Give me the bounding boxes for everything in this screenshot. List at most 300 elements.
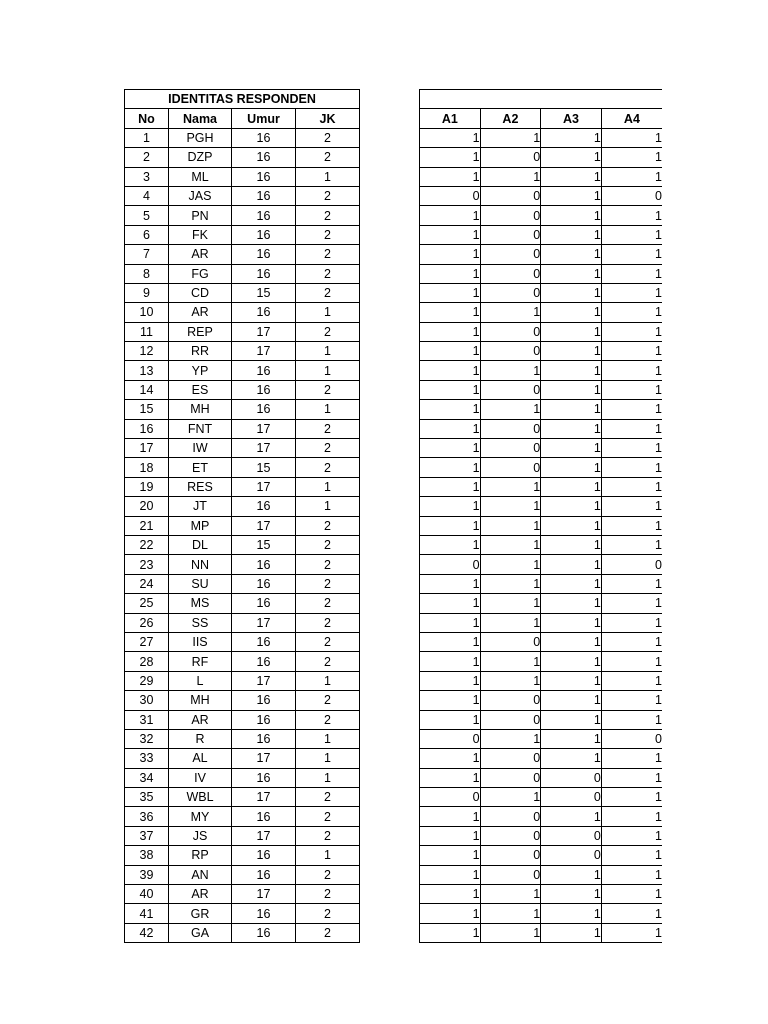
- cell-nama: IV: [169, 768, 232, 787]
- cell-a3: 1: [541, 691, 602, 710]
- cell-a3: 1: [541, 186, 602, 205]
- cell-umur: 16: [232, 594, 296, 613]
- table-row: [125, 419, 360, 438]
- cell-a4: 1: [601, 788, 662, 807]
- cell-umur: 16: [232, 691, 296, 710]
- cell-no: 15: [125, 400, 169, 419]
- table-row: [125, 380, 360, 399]
- cell-a3: 1: [541, 264, 602, 283]
- cell-a1: 1: [420, 264, 481, 283]
- cell-umur: 16: [232, 807, 296, 826]
- cell-no: 32: [125, 729, 169, 748]
- table-row: [420, 283, 663, 302]
- cell-umur: 16: [232, 710, 296, 729]
- cell-a3: 0: [541, 788, 602, 807]
- cell-jk: 2: [296, 439, 360, 458]
- cell-a3: 1: [541, 497, 602, 516]
- cell-a3: 1: [541, 225, 602, 244]
- cell-a3: 1: [541, 710, 602, 729]
- cell-a4: 1: [601, 497, 662, 516]
- cell-no: 30: [125, 691, 169, 710]
- cell-a1: 1: [420, 846, 481, 865]
- table-row: [125, 923, 360, 942]
- cell-a2: 0: [480, 342, 541, 361]
- cell-umur: 16: [232, 167, 296, 186]
- cell-no: 4: [125, 186, 169, 205]
- cell-a2: 1: [480, 167, 541, 186]
- cell-a4: 1: [601, 206, 662, 225]
- table-row: [420, 652, 663, 671]
- cell-jk: 1: [296, 167, 360, 186]
- header-jk: JK: [296, 109, 360, 128]
- cell-a2: 0: [480, 264, 541, 283]
- cell-a1: 1: [420, 691, 481, 710]
- cell-a1: 0: [420, 729, 481, 748]
- cell-umur: 17: [232, 342, 296, 361]
- cell-a4: 1: [601, 283, 662, 302]
- table-row: [125, 885, 360, 904]
- cell-a1: 0: [420, 186, 481, 205]
- cell-umur: 16: [232, 923, 296, 942]
- table-row: [420, 400, 663, 419]
- cell-a4: 1: [601, 768, 662, 787]
- cell-a1: 1: [420, 632, 481, 651]
- cell-jk: 2: [296, 691, 360, 710]
- cell-a1: 1: [420, 128, 481, 147]
- cell-nama: MP: [169, 516, 232, 535]
- cell-a3: 1: [541, 322, 602, 341]
- table-row: [125, 594, 360, 613]
- cell-umur: 17: [232, 613, 296, 632]
- cell-a3: 1: [541, 477, 602, 496]
- cell-a3: 1: [541, 342, 602, 361]
- cell-jk: 2: [296, 535, 360, 554]
- cell-nama: RES: [169, 477, 232, 496]
- cell-a3: 1: [541, 671, 602, 690]
- cell-a3: 1: [541, 245, 602, 264]
- cell-umur: 15: [232, 535, 296, 554]
- cell-jk: 2: [296, 458, 360, 477]
- cell-nama: MY: [169, 807, 232, 826]
- cell-a2: 0: [480, 322, 541, 341]
- cell-nama: REP: [169, 322, 232, 341]
- answer-table-title-blank: [420, 90, 663, 109]
- cell-a4: 1: [601, 691, 662, 710]
- table-row: [420, 574, 663, 593]
- cell-a4: 1: [601, 419, 662, 438]
- cell-nama: RP: [169, 846, 232, 865]
- cell-umur: 16: [232, 652, 296, 671]
- cell-a1: 1: [420, 380, 481, 399]
- cell-nama: RR: [169, 342, 232, 361]
- cell-nama: MS: [169, 594, 232, 613]
- cell-no: 38: [125, 846, 169, 865]
- cell-nama: AL: [169, 749, 232, 768]
- cell-nama: AN: [169, 865, 232, 884]
- cell-jk: 2: [296, 206, 360, 225]
- table-row: [420, 807, 663, 826]
- cell-umur: 16: [232, 303, 296, 322]
- table-row: [125, 710, 360, 729]
- table-row: [125, 225, 360, 244]
- cell-a3: 1: [541, 865, 602, 884]
- table-row: [125, 264, 360, 283]
- cell-no: 13: [125, 361, 169, 380]
- cell-no: 31: [125, 710, 169, 729]
- cell-umur: 16: [232, 865, 296, 884]
- cell-nama: RF: [169, 652, 232, 671]
- cell-jk: 2: [296, 807, 360, 826]
- table-row: [420, 729, 663, 748]
- cell-umur: 16: [232, 904, 296, 923]
- cell-a1: 1: [420, 671, 481, 690]
- table-row: [125, 342, 360, 361]
- identity-table-head: [125, 90, 360, 129]
- cell-jk: 2: [296, 264, 360, 283]
- cell-a4: 1: [601, 245, 662, 264]
- cell-no: 29: [125, 671, 169, 690]
- table-row: [420, 555, 663, 574]
- cell-a2: 0: [480, 768, 541, 787]
- cell-a1: 1: [420, 516, 481, 535]
- cell-jk: 1: [296, 497, 360, 516]
- cell-no: 17: [125, 439, 169, 458]
- cell-umur: 16: [232, 225, 296, 244]
- cell-a2: 0: [480, 148, 541, 167]
- cell-a1: 1: [420, 245, 481, 264]
- table-row: [125, 322, 360, 341]
- table-row: [420, 826, 663, 845]
- cell-nama: MH: [169, 691, 232, 710]
- table-row: [420, 788, 663, 807]
- table-row: [420, 885, 663, 904]
- table-row: [125, 865, 360, 884]
- cell-a4: 1: [601, 671, 662, 690]
- table-row: [125, 768, 360, 787]
- table-row: [125, 749, 360, 768]
- table-row: [125, 904, 360, 923]
- cell-nama: FK: [169, 225, 232, 244]
- cell-no: 35: [125, 788, 169, 807]
- cell-no: 14: [125, 380, 169, 399]
- table-row: [125, 652, 360, 671]
- cell-a1: 1: [420, 652, 481, 671]
- table-row: [125, 613, 360, 632]
- cell-jk: 2: [296, 555, 360, 574]
- table-row: [125, 128, 360, 147]
- cell-a4: 1: [601, 361, 662, 380]
- cell-a4: 1: [601, 846, 662, 865]
- cell-nama: ES: [169, 380, 232, 399]
- cell-jk: 2: [296, 574, 360, 593]
- table-row: [420, 439, 663, 458]
- cell-a2: 0: [480, 691, 541, 710]
- cell-no: 9: [125, 283, 169, 302]
- cell-a1: 1: [420, 807, 481, 826]
- cell-jk: 2: [296, 632, 360, 651]
- cell-a1: 1: [420, 439, 481, 458]
- cell-no: 2: [125, 148, 169, 167]
- cell-nama: IW: [169, 439, 232, 458]
- cell-jk: 1: [296, 729, 360, 748]
- cell-a4: 1: [601, 885, 662, 904]
- cell-no: 21: [125, 516, 169, 535]
- cell-a1: 1: [420, 923, 481, 942]
- cell-umur: 17: [232, 477, 296, 496]
- cell-a3: 1: [541, 652, 602, 671]
- cell-a4: 1: [601, 264, 662, 283]
- cell-a4: 1: [601, 535, 662, 554]
- cell-a2: 1: [480, 303, 541, 322]
- cell-a1: 1: [420, 322, 481, 341]
- cell-nama: IIS: [169, 632, 232, 651]
- table-row: [420, 865, 663, 884]
- cell-a3: 1: [541, 904, 602, 923]
- table-row: [420, 380, 663, 399]
- cell-no: 42: [125, 923, 169, 942]
- cell-a4: 1: [601, 632, 662, 651]
- cell-a3: 1: [541, 923, 602, 942]
- cell-nama: AR: [169, 710, 232, 729]
- cell-jk: 2: [296, 865, 360, 884]
- table-row: [420, 516, 663, 535]
- cell-a4: 0: [601, 186, 662, 205]
- cell-a1: 1: [420, 885, 481, 904]
- table-row: [125, 400, 360, 419]
- cell-jk: 2: [296, 923, 360, 942]
- cell-a1: 0: [420, 788, 481, 807]
- cell-a1: 1: [420, 749, 481, 768]
- cell-a4: 1: [601, 865, 662, 884]
- table-row: [125, 477, 360, 496]
- identity-table-body: [125, 128, 360, 942]
- cell-a2: 1: [480, 555, 541, 574]
- cell-a3: 1: [541, 729, 602, 748]
- table-row: [420, 148, 663, 167]
- cell-nama: JAS: [169, 186, 232, 205]
- cell-no: 8: [125, 264, 169, 283]
- table-row: [125, 361, 360, 380]
- cell-umur: 16: [232, 186, 296, 205]
- cell-nama: WBL: [169, 788, 232, 807]
- cell-a3: 1: [541, 419, 602, 438]
- cell-a2: 1: [480, 516, 541, 535]
- cell-nama: PGH: [169, 128, 232, 147]
- cell-a2: 1: [480, 729, 541, 748]
- table-row: [125, 807, 360, 826]
- table-row: [125, 691, 360, 710]
- cell-a4: 1: [601, 303, 662, 322]
- table-row: [420, 691, 663, 710]
- table-row: [420, 458, 663, 477]
- cell-a2: 1: [480, 594, 541, 613]
- cell-jk: 1: [296, 303, 360, 322]
- cell-a1: 1: [420, 613, 481, 632]
- table-row: [420, 167, 663, 186]
- cell-no: 25: [125, 594, 169, 613]
- cell-a3: 1: [541, 167, 602, 186]
- cell-a3: 1: [541, 283, 602, 302]
- cell-jk: 2: [296, 322, 360, 341]
- cell-jk: 2: [296, 710, 360, 729]
- cell-a2: 0: [480, 206, 541, 225]
- cell-a3: 1: [541, 535, 602, 554]
- cell-jk: 1: [296, 400, 360, 419]
- table-row: [125, 632, 360, 651]
- cell-a3: 0: [541, 846, 602, 865]
- cell-a4: 1: [601, 749, 662, 768]
- table-row: [420, 749, 663, 768]
- table-row: [125, 574, 360, 593]
- cell-nama: GA: [169, 923, 232, 942]
- cell-no: 11: [125, 322, 169, 341]
- header-a2: A2: [480, 109, 541, 128]
- cell-jk: 2: [296, 885, 360, 904]
- header-nama: Nama: [169, 109, 232, 128]
- cell-a3: 1: [541, 749, 602, 768]
- cell-a3: 1: [541, 206, 602, 225]
- cell-a1: 0: [420, 555, 481, 574]
- cell-a3: 1: [541, 555, 602, 574]
- cell-umur: 15: [232, 283, 296, 302]
- cell-a2: 0: [480, 846, 541, 865]
- table-row: [420, 535, 663, 554]
- cell-jk: 2: [296, 148, 360, 167]
- cell-a4: 1: [601, 439, 662, 458]
- table-row: [125, 729, 360, 748]
- answer-table-body: [420, 128, 663, 942]
- identity-table-title: IDENTITAS RESPONDEN: [125, 90, 360, 109]
- cell-umur: 16: [232, 380, 296, 399]
- cell-a1: 1: [420, 497, 481, 516]
- cell-no: 37: [125, 826, 169, 845]
- table-row: [125, 167, 360, 186]
- cell-a3: 1: [541, 613, 602, 632]
- cell-jk: 2: [296, 594, 360, 613]
- cell-a2: 0: [480, 632, 541, 651]
- cell-a1: 1: [420, 400, 481, 419]
- table-row: [420, 477, 663, 496]
- cell-jk: 2: [296, 904, 360, 923]
- cell-a3: 1: [541, 439, 602, 458]
- table-row: [420, 846, 663, 865]
- cell-umur: 17: [232, 516, 296, 535]
- cell-jk: 2: [296, 826, 360, 845]
- cell-umur: 17: [232, 788, 296, 807]
- table-row: [420, 419, 663, 438]
- cell-nama: DZP: [169, 148, 232, 167]
- cell-a4: 1: [601, 594, 662, 613]
- cell-a2: 0: [480, 439, 541, 458]
- table-row: [125, 186, 360, 205]
- cell-a1: 1: [420, 419, 481, 438]
- cell-a1: 1: [420, 303, 481, 322]
- cell-no: 3: [125, 167, 169, 186]
- cell-no: 7: [125, 245, 169, 264]
- cell-a2: 0: [480, 380, 541, 399]
- table-row: [125, 788, 360, 807]
- cell-a1: 1: [420, 768, 481, 787]
- cell-jk: 1: [296, 671, 360, 690]
- cell-umur: 17: [232, 885, 296, 904]
- cell-nama: AR: [169, 245, 232, 264]
- cell-nama: SS: [169, 613, 232, 632]
- cell-a3: 1: [541, 148, 602, 167]
- table-row: [420, 206, 663, 225]
- cell-jk: 2: [296, 380, 360, 399]
- cell-a4: 1: [601, 148, 662, 167]
- cell-umur: 17: [232, 322, 296, 341]
- cell-nama: DL: [169, 535, 232, 554]
- table-row: [125, 303, 360, 322]
- cell-a2: 1: [480, 923, 541, 942]
- cell-a3: 1: [541, 303, 602, 322]
- cell-a2: 0: [480, 419, 541, 438]
- cell-a4: 1: [601, 807, 662, 826]
- table-row: [125, 283, 360, 302]
- cell-umur: 16: [232, 361, 296, 380]
- header-a1: A1: [420, 109, 481, 128]
- cell-a2: 1: [480, 361, 541, 380]
- cell-a2: 1: [480, 788, 541, 807]
- table-row: [420, 497, 663, 516]
- cell-a4: 1: [601, 574, 662, 593]
- cell-a1: 1: [420, 477, 481, 496]
- cell-umur: 16: [232, 632, 296, 651]
- table-row: [420, 923, 663, 942]
- table-row: [125, 826, 360, 845]
- table-row: [125, 497, 360, 516]
- cell-nama: R: [169, 729, 232, 748]
- cell-nama: FNT: [169, 419, 232, 438]
- cell-jk: 2: [296, 128, 360, 147]
- cell-a1: 1: [420, 865, 481, 884]
- cell-a3: 1: [541, 380, 602, 399]
- table-row: [125, 846, 360, 865]
- cell-umur: 16: [232, 206, 296, 225]
- cell-a1: 1: [420, 710, 481, 729]
- cell-no: 39: [125, 865, 169, 884]
- cell-a2: 1: [480, 671, 541, 690]
- cell-a4: 1: [601, 400, 662, 419]
- table-row: [420, 594, 663, 613]
- cell-jk: 2: [296, 652, 360, 671]
- cell-no: 36: [125, 807, 169, 826]
- cell-umur: 16: [232, 574, 296, 593]
- cell-a4: 1: [601, 904, 662, 923]
- cell-a2: 1: [480, 574, 541, 593]
- cell-a4: 0: [601, 555, 662, 574]
- answer-table: [419, 89, 662, 943]
- table-row: [125, 671, 360, 690]
- cell-a2: 1: [480, 128, 541, 147]
- cell-nama: ET: [169, 458, 232, 477]
- cell-a4: 1: [601, 128, 662, 147]
- cell-no: 23: [125, 555, 169, 574]
- identity-table: [124, 89, 360, 943]
- cell-a4: 1: [601, 652, 662, 671]
- table-row: [420, 245, 663, 264]
- table-row: [125, 535, 360, 554]
- cell-a2: 0: [480, 826, 541, 845]
- table-row: [420, 361, 663, 380]
- cell-a4: 0: [601, 729, 662, 748]
- cell-umur: 16: [232, 729, 296, 748]
- cell-no: 12: [125, 342, 169, 361]
- cell-no: 18: [125, 458, 169, 477]
- cell-a2: 0: [480, 245, 541, 264]
- cell-no: 28: [125, 652, 169, 671]
